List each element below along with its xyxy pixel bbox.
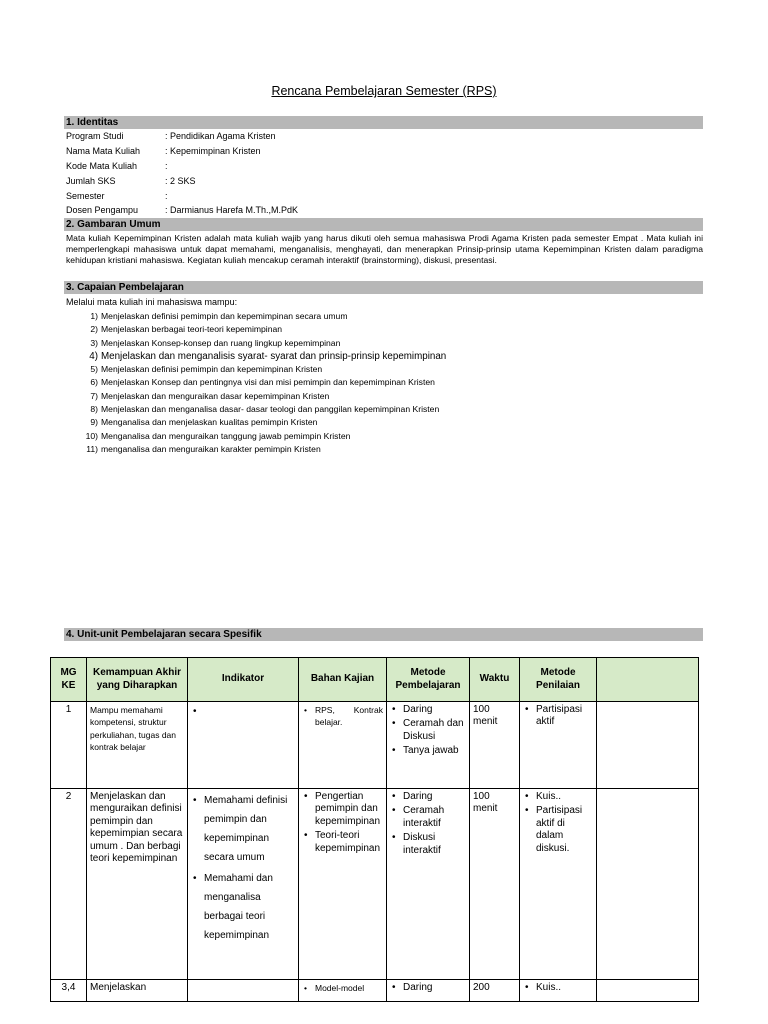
identitas-label: Jumlah SKS: [66, 176, 116, 186]
list-item: • Daring: [390, 982, 466, 994]
list-item: • Model-model: [302, 982, 383, 994]
list-number: 7): [90, 390, 98, 401]
list-number: 6): [90, 377, 98, 388]
identitas-row: [66, 190, 168, 202]
col-header-kemampuan: Kemampuan Akhir yang Diharapkan: [87, 658, 188, 702]
list-text: Menjelaskan definisi pemimpin dan kepemimpinan Kristen: [101, 364, 323, 375]
identitas-label: Program Studi: [66, 131, 124, 141]
list-text: Menjelaskan definisi pemimpin dan kepemimpinan secara umum: [101, 311, 348, 321]
cell-waktu: 200: [470, 980, 520, 1002]
list-item: • Kuis..: [523, 791, 593, 803]
cell-empty: [597, 980, 699, 1002]
list-item: [82, 363, 446, 376]
list-item: • Tanya jawab: [390, 745, 466, 757]
section-unit-header: 4. Unit-unit Pembelajaran secara Spesifik: [64, 628, 703, 641]
identitas-row: [66, 175, 196, 187]
list-number: 10): [85, 430, 98, 441]
identitas-row: [66, 160, 168, 172]
col-header-mg: MG KE: [51, 658, 87, 702]
cell-empty: [597, 702, 699, 789]
page-title: Rencana Pembelajaran Semester (RPS): [271, 84, 497, 98]
cell-mg: 1: [51, 702, 87, 789]
identitas-value: :: [165, 161, 168, 171]
list-item: • Partisipasi aktif: [523, 704, 593, 729]
capaian-list: [82, 310, 446, 456]
list-item: [82, 310, 446, 323]
list-text: Menjelaskan dan menganalisis syarat- syarat dan prinsip-prinsip kepemimpinan: [101, 350, 447, 362]
cell-penilaian: [520, 702, 597, 789]
list-item: • Ceramah interaktif: [390, 805, 466, 830]
cell-kemampuan: Menjelaskan: [87, 980, 188, 1002]
identitas-row: [66, 204, 298, 216]
cell-waktu: 100 menit: [470, 789, 520, 980]
list-number: 1): [90, 311, 98, 321]
list-text: Menganalisa dan menjelaskan kualitas pemimpin Kristen: [101, 417, 318, 428]
unit-pembelajaran-table: [50, 657, 699, 1002]
col-header-penilaian: Metode Penilaian: [520, 658, 597, 702]
list-item: [82, 323, 446, 336]
list-item: • Memahami definisi pemimpin dan kepemimpinan secara umum: [191, 791, 295, 867]
list-item: • Daring: [390, 704, 466, 716]
capaian-intro: Melalui mata kuliah ini mahasiswa mampu:: [66, 297, 238, 307]
table-row: [51, 702, 699, 789]
list-text: Menjelaskan Konsep-konsep dan ruang lingkup kepemimpinan: [101, 337, 341, 348]
col-header-empty: [597, 658, 699, 702]
list-number: 4): [89, 350, 98, 362]
cell-penilaian: [520, 789, 597, 980]
list-item: • Teori-teori kepemimpinan: [302, 830, 383, 855]
list-item: [82, 337, 446, 350]
cell-mg: 3,4: [51, 980, 87, 1002]
list-text: menganalisa dan menguraikan karakter pemimpin Kristen: [101, 443, 321, 454]
cell-indikator: [188, 789, 299, 980]
list-item: • Daring: [390, 791, 466, 803]
list-number: 11): [86, 443, 98, 454]
identitas-row: [66, 130, 276, 142]
list-item: • Partisipasi aktif di dalam diskusi.: [523, 805, 593, 855]
list-item: • Memahami dan menganalisa berbagai teori kepemimpinan: [191, 869, 295, 945]
identitas-value: : 2 SKS: [165, 176, 196, 186]
cell-metode: [387, 789, 470, 980]
cell-metode: [387, 702, 470, 789]
cell-indikator: [188, 980, 299, 1002]
list-item: [82, 416, 446, 429]
cell-waktu: 100 menit: [470, 702, 520, 789]
section-gambaran-header: 2. Gambaran Umum: [64, 218, 703, 231]
identitas-label: Nama Mata Kuliah: [66, 146, 141, 156]
list-number: 5): [90, 364, 98, 375]
section-capaian-header: 3. Capaian Pembelajaran: [64, 281, 703, 294]
list-number: 2): [90, 324, 98, 335]
gambaran-umum-text: Mata kuliah Kepemimpinan Kristen adalah mata kuliah wajib yang harus dikuti oleh semua mahasiswa Prodi Agama Kristen pada semester Empat . Mata kuliah ini memperlengkapi mahasiswa untuk dapat memahami, menganalisis, menghayati, dan menerapkan Prinsip-prinsip utama Kepemimpinan Kristen dalam paradigma kehidupan kristiani mahasiswa. Kegiatan kuliah mencakup ceramah interaktif (brainstorming), diskusi, presentasi.: [66, 233, 703, 266]
cell-indikator: [188, 702, 299, 789]
list-item: • RPS, Kontrak belajar.: [302, 704, 383, 729]
col-header-metode: Metode Pembelajaran: [387, 658, 470, 702]
list-item: [82, 390, 446, 403]
list-text: Menjelaskan berbagai teori-teori kepemimpinan: [101, 324, 283, 335]
identitas-row: [66, 145, 261, 157]
list-number: 9): [90, 417, 98, 428]
list-item: • Ceramah dan Diskusi: [390, 718, 466, 743]
list-item: [82, 350, 446, 363]
identitas-value: : Pendidikan Agama Kristen: [165, 131, 276, 141]
cell-empty: [597, 789, 699, 980]
list-item: • Kuis..: [523, 982, 593, 994]
col-header-waktu: Waktu: [470, 658, 520, 702]
list-text: Menganalisa dan menguraikan tanggung jawab pemimpin Kristen: [101, 430, 351, 441]
cell-kemampuan: Menjelaskan dan menguraikan definisi pemimpin dan kepemimpian secara umum . Dan berbagi teori kepemimpinan: [87, 789, 188, 980]
list-item: [82, 376, 446, 389]
section-identitas-header: 1. Identitas: [64, 116, 703, 129]
col-header-bahan: Bahan Kajian: [299, 658, 387, 702]
list-item: • Pengertian pemimpin dan kepemimpinan: [302, 791, 383, 828]
identitas-value: : Kepemimpinan Kristen: [165, 146, 261, 156]
cell-bahan: [299, 980, 387, 1002]
list-item: [82, 403, 446, 416]
table-header-row: [51, 658, 699, 702]
list-number: 3): [90, 337, 98, 348]
cell-penilaian: [520, 980, 597, 1002]
list-text: Menjelaskan Konsep dan pentingnya visi dan misi pemimpin dan kepemimpinan Kristen: [101, 377, 435, 388]
col-header-indikator: Indikator: [188, 658, 299, 702]
list-text: Menjelaskan dan menguraikan dasar kepemimpinan Kristen: [101, 390, 330, 401]
identitas-label: Semester: [66, 191, 105, 201]
cell-metode: [387, 980, 470, 1002]
cell-kemampuan: Mampu memahami kompetensi, struktur perkuliahan, tugas dan kontrak belajar: [87, 702, 188, 789]
identitas-value: :: [165, 191, 168, 201]
list-number: 8): [90, 404, 98, 415]
list-item: • Diskusi interaktif: [390, 832, 466, 857]
list-text: Menjelaskan dan menganalisa dasar- dasar teologi dan panggilan kepemimpinan Kristen: [101, 404, 440, 415]
table-row: [51, 980, 699, 1002]
cell-bahan: [299, 789, 387, 980]
identitas-label: Dosen Pengampu: [66, 205, 139, 215]
table-row: [51, 789, 699, 980]
list-item: [82, 430, 446, 443]
cell-mg: 2: [51, 789, 87, 980]
identitas-value: : Darmianus Harefa M.Th.,M.PdK: [165, 205, 299, 215]
identitas-label: Kode Mata Kuliah: [66, 161, 138, 171]
list-item: [82, 443, 446, 456]
cell-bahan: [299, 702, 387, 789]
